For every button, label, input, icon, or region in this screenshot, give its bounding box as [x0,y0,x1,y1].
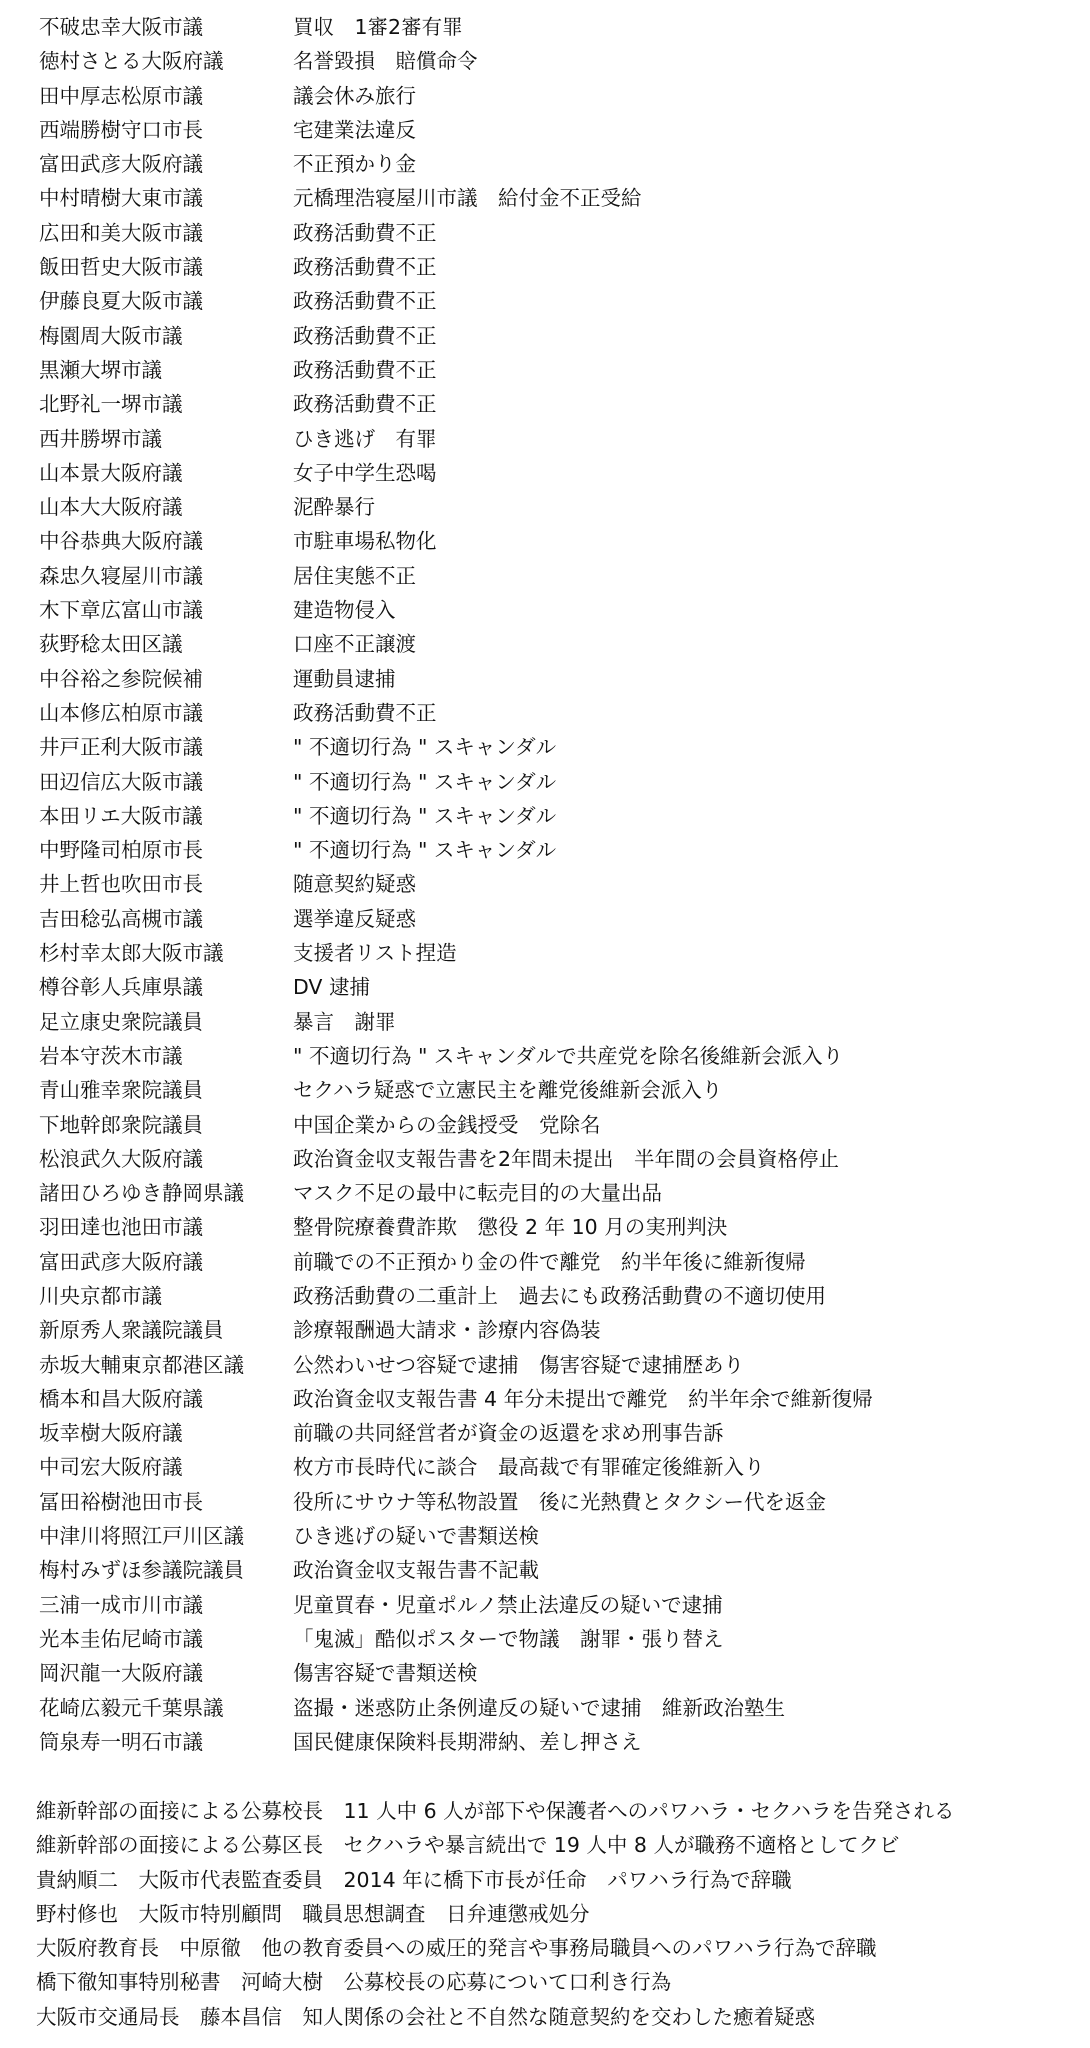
record-description: 傷害容疑で書類送検 [293,1661,478,1686]
record-description: 政治資金収支報告書不記載 [293,1558,539,1583]
record-row [39,833,1079,867]
record-row [39,1108,1079,1142]
note-line: 維新幹部の面接による公募区長 セクハラや暴言続出で 19 人中 8 人が職務不適格としてクビ [36,1833,900,1858]
record-name: 筒泉寿一明石市議 [39,1729,203,1754]
note-line: 大阪府教育長 中原徹 他の教育委員への威圧的発言や事務局職員へのパワハラ行為で辞職 [36,1936,877,1961]
record-name: 梅村みずほ参議院議員 [39,1558,244,1583]
record-description: ひき逃げの疑いで書類送検 [293,1524,539,1549]
record-description: 宅建業法違反 [293,117,416,142]
record-row [39,387,1079,421]
record-description: 選挙違反疑惑 [293,906,416,931]
record-row [39,902,1079,936]
record-description: マスク不足の最中に転売目的の大量出品 [293,1181,662,1206]
record-name: 広田和美大阪市議 [39,220,203,245]
record-row [39,1725,1079,1759]
record-row [39,1348,1079,1382]
record-row [39,593,1079,627]
record-name: 山本大大阪府議 [39,495,183,520]
record-row [39,1176,1079,1210]
record-description: 枚方市長時代に談合 最高裁で有罪確定後維新入り [293,1455,765,1480]
record-row [39,1553,1079,1587]
record-name: 黒瀬大堺市議 [39,357,162,382]
note-line: 貴納順二 大阪市代表監査委員 2014 年に橋下市長が任命 パワハラ行為で辞職 [36,1867,792,1892]
record-description: 議会休み旅行 [293,83,416,108]
record-description: " 不適切行為 " スキャンダル [293,803,557,828]
record-description: 公然わいせつ容疑で逮捕 傷害容疑で逮捕歴あり [293,1352,744,1377]
record-name: 井戸正利大阪市議 [39,735,203,760]
record-row [39,1622,1079,1656]
record-row [39,10,1079,44]
record-name: 富田武彦大阪府議 [39,1249,203,1274]
record-description: 政務活動費不正 [293,255,437,280]
record-row [39,765,1079,799]
record-row [39,970,1079,1004]
record-row [39,799,1079,833]
record-row [39,1416,1079,1450]
record-name: 坂幸樹大阪府議 [39,1421,183,1446]
record-description: 「鬼滅」酷似ポスターで物議 謝罪・張り替え [293,1626,724,1651]
record-name: 梅園周大阪市議 [39,323,183,348]
record-description: DV 逮捕 [293,975,370,1000]
record-row [39,1142,1079,1176]
record-row [39,181,1079,215]
record-name: 青山雅幸衆院議員 [39,1078,203,1103]
record-description: 盗撮・迷惑防止条例違反の疑いで逮捕 維新政治塾生 [293,1695,785,1720]
record-row [39,730,1079,764]
record-row [39,1691,1079,1725]
record-description: 政務活動費不正 [293,289,437,314]
record-description: 政務活動費不正 [293,220,437,245]
record-description: ひき逃げ 有罪 [293,426,437,451]
record-description: " 不適切行為 " スキャンダル [293,838,557,863]
record-description: 運動員逮捕 [293,666,396,691]
record-row [39,490,1079,524]
record-name: 中津川将照江戸川区議 [39,1524,244,1549]
record-description: 役所にサウナ等私物設置 後に光熱費とタクシー代を返金 [293,1489,826,1514]
record-description: " 不適切行為 " スキャンダル [293,769,557,794]
record-row [39,936,1079,970]
record-name: 中野隆司柏原市長 [39,838,203,863]
record-description: セクハラ疑惑で立憲民主を離党後維新会派入り [293,1078,723,1103]
record-name: 岩本守茨木市議 [39,1043,183,1068]
record-description: 口座不正譲渡 [293,632,416,657]
record-description: 政治資金収支報告書 4 年分未提出で離党 約半年余で維新復帰 [293,1386,873,1411]
record-row [39,422,1079,456]
record-name: 樽谷彰人兵庫県議 [39,975,203,1000]
record-description: 児童買春・児童ポルノ禁止法違反の疑いで逮捕 [293,1592,723,1617]
record-name: 岡沢龍一大阪府議 [39,1661,203,1686]
record-description: 女子中学生恐喝 [293,460,437,485]
record-name: 中谷恭典大阪府議 [39,529,203,554]
record-row [39,1279,1079,1313]
record-description: 中国企業からの金銭授受 党除名 [293,1112,601,1137]
record-name: 木下章広富山市議 [39,598,203,623]
record-name: 徳村さとる大阪府議 [39,49,224,74]
record-row [39,284,1079,318]
note-line: 大阪市交通局長 藤本昌信 知人関係の会社と不自然な随意契約を交わした癒着疑惑 [36,2004,815,2029]
record-row [39,1519,1079,1553]
record-name: 井上哲也吹田市長 [39,872,203,897]
record-name: 山本修広柏原市議 [39,700,203,725]
note-line: 野村修也 大阪市特別顧問 職員思想調査 日弁連懲戒処分 [36,1901,590,1926]
record-name: 富田武彦大阪府議 [39,152,203,177]
record-name: 足立康史衆院議員 [39,1009,203,1034]
record-name: 赤坂大輔東京都港区議 [39,1352,244,1377]
record-row [39,113,1079,147]
record-description: 随意契約疑惑 [293,872,416,897]
record-name: 下地幹郎衆院議員 [39,1112,203,1137]
record-description: 整骨院療養費詐欺 懲役 2 年 10 月の実刑判決 [293,1215,728,1240]
record-row [39,1039,1079,1073]
record-description: 政務活動費不正 [293,357,437,382]
record-row [39,1245,1079,1279]
record-row [39,319,1079,353]
record-row [39,250,1079,284]
record-description: 政務活動費不正 [293,700,437,725]
record-name: 飯田哲史大阪市議 [39,255,203,280]
record-row [39,1656,1079,1690]
record-description: 支援者リスト捏造 [293,941,457,966]
record-name: 冨田裕樹池田市長 [39,1489,203,1514]
notes-list [36,1794,1081,2034]
record-name: 橋本和昌大阪府議 [39,1386,203,1411]
record-row [39,1313,1079,1347]
record-name: 西井勝堺市議 [39,426,162,451]
record-row [39,1588,1079,1622]
record-description: 不正預かり金 [293,152,416,177]
record-name: 西端勝樹守口市長 [39,117,203,142]
record-row [39,216,1079,250]
record-description: 名誉毀損 賠償命令 [293,49,478,74]
record-row [39,1210,1079,1244]
record-name: 新原秀人衆議院議員 [39,1318,224,1343]
record-name: 田辺信広大阪市議 [39,769,203,794]
record-name: 吉田稔弘高槻市議 [39,906,203,931]
record-row [39,1005,1079,1039]
note-line: 維新幹部の面接による公募校長 11 人中 6 人が部下や保護者へのパワハラ・セクハラを告発される [36,1799,955,1823]
record-row [39,79,1079,113]
record-row [39,456,1079,490]
record-name: 松浪武久大阪府議 [39,1146,203,1171]
record-name: 伊藤良夏大阪市議 [39,289,203,314]
record-row [39,867,1079,901]
record-description: 政務活動費不正 [293,323,437,348]
record-name: 羽田達也池田市議 [39,1215,203,1240]
record-name: 田中厚志松原市議 [39,83,203,108]
record-description: 前職の共同経営者が資金の返還を求め刑事告訴 [293,1421,724,1446]
record-row [39,559,1079,593]
record-row [39,627,1079,661]
record-description: 暴言 謝罪 [293,1009,396,1034]
record-name: 杉村幸太郎大阪市議 [39,941,224,966]
record-name: 山本景大阪府議 [39,460,183,485]
record-description: 居住実態不正 [293,563,416,588]
record-description: 建造物侵入 [293,598,396,623]
record-description: 診療報酬過大請求・診療内容偽装 [293,1318,601,1343]
record-name: 中村晴樹大東市議 [39,186,203,211]
record-description: 政務活動費不正 [293,392,437,417]
record-description: 前職での不正預かり金の件で離党 約半年後に維新復帰 [293,1249,806,1274]
record-name: 花崎広毅元千葉県議 [39,1695,224,1720]
record-description: 泥酔暴行 [293,495,375,520]
record-description: 国民健康保険料長期滞納、差し押さえ [293,1729,642,1754]
record-row [39,1450,1079,1484]
records-list [39,10,1079,1759]
record-name: 中司宏大阪府議 [39,1455,183,1480]
record-description: 市駐車場私物化 [293,529,437,554]
record-name: 川央京都市議 [39,1283,162,1308]
record-name: 諸田ひろゆき静岡県議 [39,1181,244,1206]
record-name: 光本圭佑尼崎市議 [39,1626,203,1651]
record-name: 北野礼一堺市議 [39,392,183,417]
record-description: " 不適切行為 " スキャンダル [293,735,557,760]
record-description: 買収 1審2審有罪 [293,15,463,39]
note-line: 橋下徹知事特別秘書 河崎大樹 公募校長の応募について口利き行為 [36,1970,672,1995]
record-row [39,662,1079,696]
record-name: 本田リエ大阪市議 [39,803,203,828]
record-row [39,1485,1079,1519]
record-row [39,147,1079,181]
record-row [39,696,1079,730]
record-name: 森忠久寝屋川市議 [39,563,203,588]
record-name: 中谷裕之参院候補 [39,666,203,691]
record-name: 不破忠幸大阪市議 [39,15,203,39]
record-row [39,1382,1079,1416]
record-row [39,44,1079,78]
record-name: 三浦一成市川市議 [39,1592,203,1617]
record-row [39,1073,1079,1107]
record-description: 政務活動費の二重計上 過去にも政務活動費の不適切使用 [293,1283,826,1308]
record-description: " 不適切行為 " スキャンダルで共産党を除名後維新会派入り [293,1043,844,1068]
record-name: 荻野稔太田区議 [39,632,183,657]
record-description: 政治資金収支報告書を2年間未提出 半年間の会員資格停止 [293,1146,840,1171]
record-row [39,353,1079,387]
record-row [39,524,1079,558]
record-description: 元橋理浩寝屋川市議 給付金不正受給 [293,186,642,211]
